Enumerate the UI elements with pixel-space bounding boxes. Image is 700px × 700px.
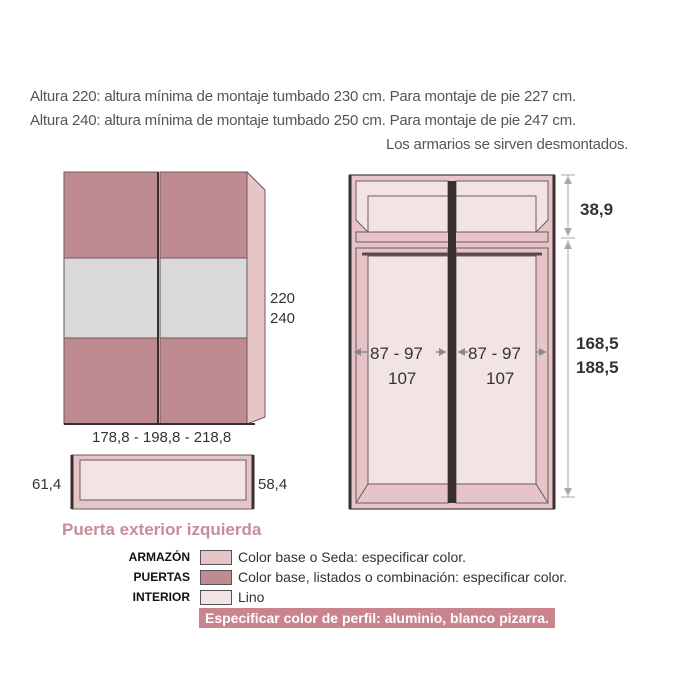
interior-view [350,175,554,509]
legend-text-interior: Lino [238,589,265,605]
note-height-220: Altura 220: altura mínima de montaje tumbado 230 cm. Para montaje de pie 227 cm. [30,88,576,105]
plan-caption: Puerta exterior izquierda [62,520,262,539]
legend-swatch-interior [200,590,232,605]
plan-view [72,455,253,509]
plan-depth-left: 61,4 [32,476,62,493]
legend-text-doors: Color base, listados o combinación: especificar color. [238,569,568,585]
plan-depth-right: 58,4 [258,476,288,493]
interior-top-height: 38,9 [580,200,614,219]
front-height-220: 220 [270,290,296,307]
legend-swatch-doors [200,570,232,585]
legend-swatch-frame [200,550,232,565]
front-width-options: 178,8 - 198,8 - 218,8 [92,429,232,446]
front-right-mirror [160,258,247,338]
note-height-240: Altura 240: altura mínima de montaje tumbado 250 cm. Para montaje de pie 247 cm. [30,112,576,129]
front-left-mirror [64,258,158,338]
note-disassembled: Los armarios se sirven desmontados. [386,136,629,153]
front-height-240: 240 [270,310,296,327]
profile-color-banner: Especificar color de perfil: aluminio, blanco pizarra. [199,608,555,628]
interior-lower-height-1: 168,5 [576,334,619,353]
legend-key-doors: PUERTAS [133,570,190,584]
legend-key-interior: INTERIOR [132,590,190,604]
interior-left-width-range: 87 - 97 [370,344,423,363]
interior-right-width-alt: 107 [486,369,515,388]
legend-key-frame: ARMAZÓN [128,550,190,564]
front-view [64,172,265,424]
center-divider [448,181,456,503]
front-side-panel [247,172,265,424]
legend-row-frame [100,548,466,566]
interior-lower-height-2: 188,5 [576,358,619,377]
interior-left-width-alt: 107 [388,369,417,388]
legend-row-interior [100,588,264,606]
interior-height-dimensions [561,175,575,497]
legend-row-doors [100,568,567,586]
interior-right-width-range: 87 - 97 [468,344,521,363]
legend-text-frame: Color base o Seda: especificar color. [238,549,467,565]
